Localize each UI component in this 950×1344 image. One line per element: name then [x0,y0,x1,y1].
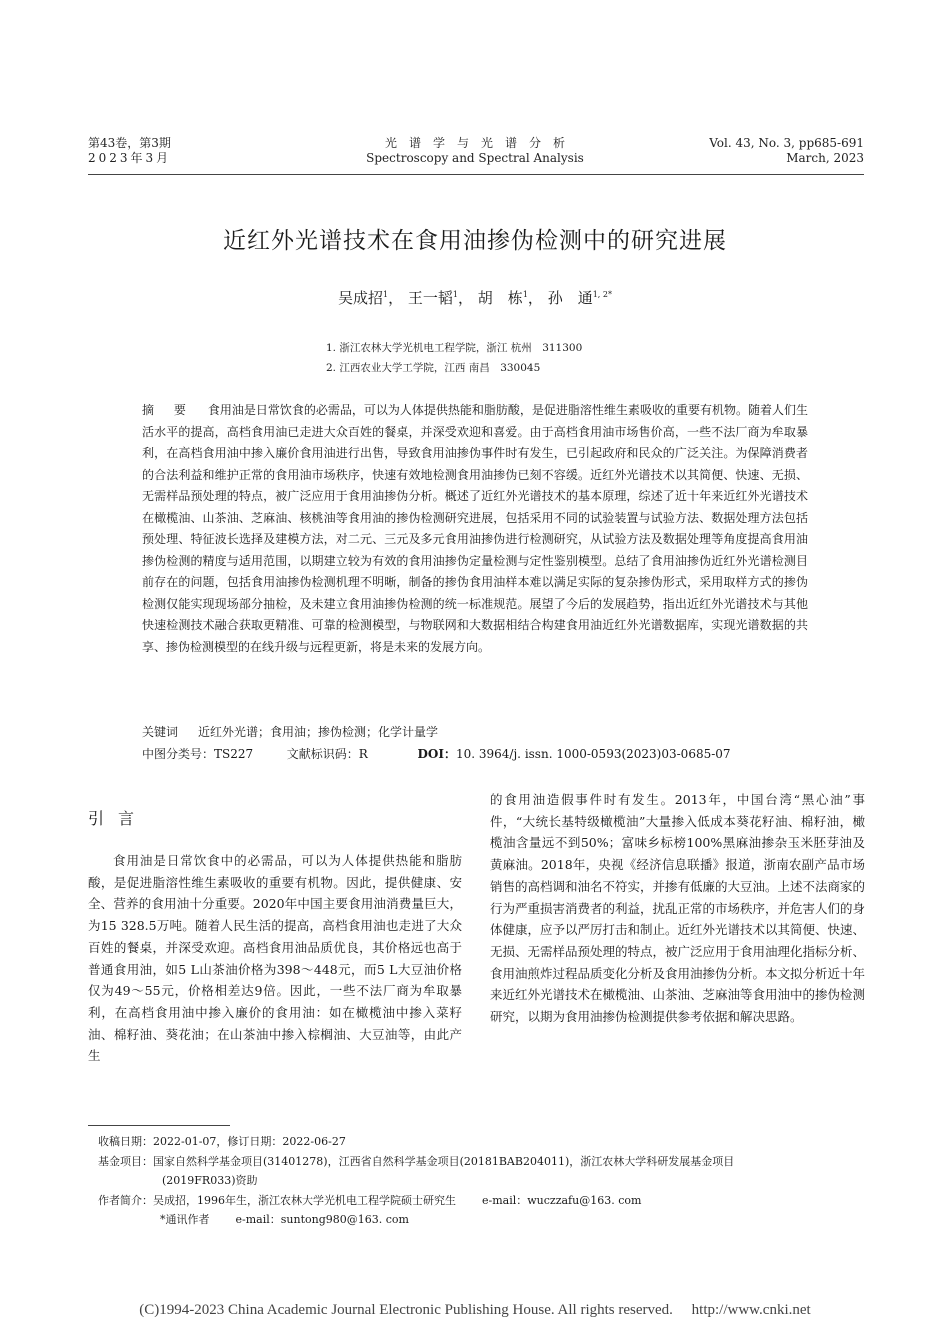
body-column-right [490,789,865,1028]
body-column-left [88,850,462,1067]
copyright-line: (C)1994-2023 China Academic Journal Electronic Publishing House. All rights reserved. http://www.cnki.net [139,1302,811,1318]
author-email[interactable]: e-mail：wuczzafu@163. com [482,1193,642,1207]
author-2: 王一韬$^1$ [407,289,459,307]
paper-title: 近红外光谱技术在食用油掺伪检测中的研究进展 [223,228,727,254]
doi-value: 10. 3964/j. issn. 1000-0593(2023)03-0685-07 [455,747,731,761]
volume-issue-cn: 第43卷，第3期 [88,136,171,150]
header-divider [88,174,864,175]
journal-name-en: Spectroscopy and Spectral Analysis [366,151,584,165]
fund-info-cont: (2019FR033)资助 [162,1174,258,1187]
affiliation-2: 2. 江西农业大学工学院，江西 南昌 330045 [326,362,541,374]
author-list: 吴成招$^1$， 王一韬$^1$， 胡 栋$^1$， 孙 通$^{1, 2*}$ [338,289,612,307]
author-1: 吴成招$^1$ [338,289,389,307]
date-en: March, 2023 [786,151,864,165]
journal-name-cn: 光 谱 学 与 光 谱 分 析 [384,136,565,150]
author-4: 孙 通$^{1, 2*}$ [547,289,612,307]
doi-label: DOI： [417,747,456,761]
volume-issue-en: Vol. 43, No. 3, pp685-691 [709,136,864,150]
abstract-text: 食用油是日常饮食的必需品，可以为人体提供热能和脂肪酸，是促进脂溶性维生素吸收的重要有机物。随着人们生活水平的提高，高档食用油已走进大众百姓的餐桌，并深受欢迎和喜爱。由于高档食用油市场售价高，一些不法厂商为牟取暴利，在高档食用油中掺入廉价食用油进行出售，导致食用油掺伪事件时有发生，已引起政府和民众的广泛关注。为保障消费者的合法利益和维护正常的食用油市场秩序，快速有效地检测食用油掺伪已刻不容缓。近红外光谱技术以其简便、快速、无损、无需样品预处理的特点，被广泛应用于食用油掺伪分析。概述了近红外光谱技术的基本原理，综述了近十年来近红外光谱技术在橄榄油、山茶油、芝麻油、核桃油等食用油的掺伪检测研究进展，包括采用不同的试验装置与试验方法、数据处理方法包括预处理、特征波长选择及建模方法，对二元、三元及多元食用油掺伪进行检测研究，从试验方法及数据处理等角度提高食用油掺伪检测的精度与适用范围，以期建立较为有效的食用油掺伪定量检测与定性鉴别模型。总结了食用油掺伪近红外光谱检测目前存在的问题，包括食用油掺伪检测机理不明晰，制备的掺伪食用油样本难以满足实际的复杂掺伪形式，采用取样方式的掺伪检测仅能实现现场部分抽检，及未建立食用油掺伪检测的统一标准规范。展望了今后的发展趋势，指出近红外光谱技术与其他快速检测技术融合获取更精准、可靠的检测模型，与物联网和大数据相结合构建食用油近红外光谱数据库，实现光谱数据的共享、掺伪检测模型的在线升级与远程更新，将是未来的发展方向。 [142,403,808,654]
keywords-text: 近红外光谱；食用油；掺伪检测；化学计量学 [198,725,439,739]
corresponding-email[interactable]: e-mail：suntong980@163. com [235,1213,409,1226]
affiliations [326,338,582,378]
abstract [142,400,808,658]
classification-line [142,745,842,762]
author-bio: 作者简介：吴成招，1996年生，浙江农林大学光机电工程学院硕士研究生 e-mail：wuczzafu@163. com [98,1193,642,1207]
author-3: 胡 栋$^1$ [477,289,528,307]
footnote-divider [88,1125,230,1126]
footnotes [98,1132,868,1230]
section-title-introduction: 引言 [88,809,149,828]
intro-paragraph-2: 的食用油造假事件时有发生。2013年，中国台湾“黑心油”事件，“大统长基特级橄榄油”大量掺入低成本葵花籽油、棉籽油，橄榄油含量远不到50%；富味乡标榜100%黑麻油掺杂玉米胚芽油及黄麻油。2018年，央视《经济信息联播》报道，浙南农副产品市场销售的高档调和油名不符实，并掺有低廉的大豆油。上述不法商家的行为严重损害消费者的利益，扰乱正常的市场秩序，并危害人们的身体健康，应予以严厉打击和制止。近红外光谱技术以其简便、快速、无损、无需样品预处理的特点，被广泛应用于食用油理化指标分析、食用油煎炸过程品质变化分析及食用油掺伪分析。本文拟分析近十年来近红外光谱技术在橄榄油、山茶油、芝麻油等食用油中的掺伪检测研究，以期为食用油掺伪检测提供参考依据和解决思路。 [490,792,866,1025]
keywords [142,723,438,740]
received-date: 收稿日期：2022-01-07，修订日期：2022-06-27 [98,1135,346,1148]
affiliation-1: 1. 浙江农林大学光机电工程学院，浙江 杭州 311300 [326,342,583,354]
keywords-label: 关键词 [142,725,179,739]
intro-paragraph-1: 食用油是日常饮食中的必需品，可以为人体提供热能和脂肪酸，是促进脂溶性维生素吸收的重要有机物。因此，提供健康、安全、营养的食用油十分重要。2020年中国主要食用油消费量巨大，为15 328.5万吨。随着人民生活的提高，高档食用油也走进了大众百姓的餐桌，并深受欢迎。高档食用油品质优良，其价格远也高于普通食用油，如5 L山茶油价格为398～448元，而5 L大豆油价格仅为49～55元，价格相差达9倍。因此，一些不法厂商为牟取暴利，在高档食用油中掺入廉价的食用油：如在橄榄油中掺入菜籽油、棉籽油、葵花油；在山茶油中掺入棕榈油、大豆油等，由此产生 [88,853,462,1064]
abstract-label: 摘 要 [142,403,194,417]
document-code: 文献标识码：R [286,747,368,761]
clc-number: 中图分类号：TS227 [142,747,254,761]
header-volume-en [709,136,864,166]
corresponding-author: *通讯作者 e-mail：suntong980@163. com [160,1213,409,1226]
fund-info: 基金项目：国家自然科学基金项目(31401278)，江西省自然科学基金项目(20181BAB204011)，浙江农林大学科研发展基金项目 [98,1154,735,1168]
date-cn: 2023年3月 [88,151,172,165]
